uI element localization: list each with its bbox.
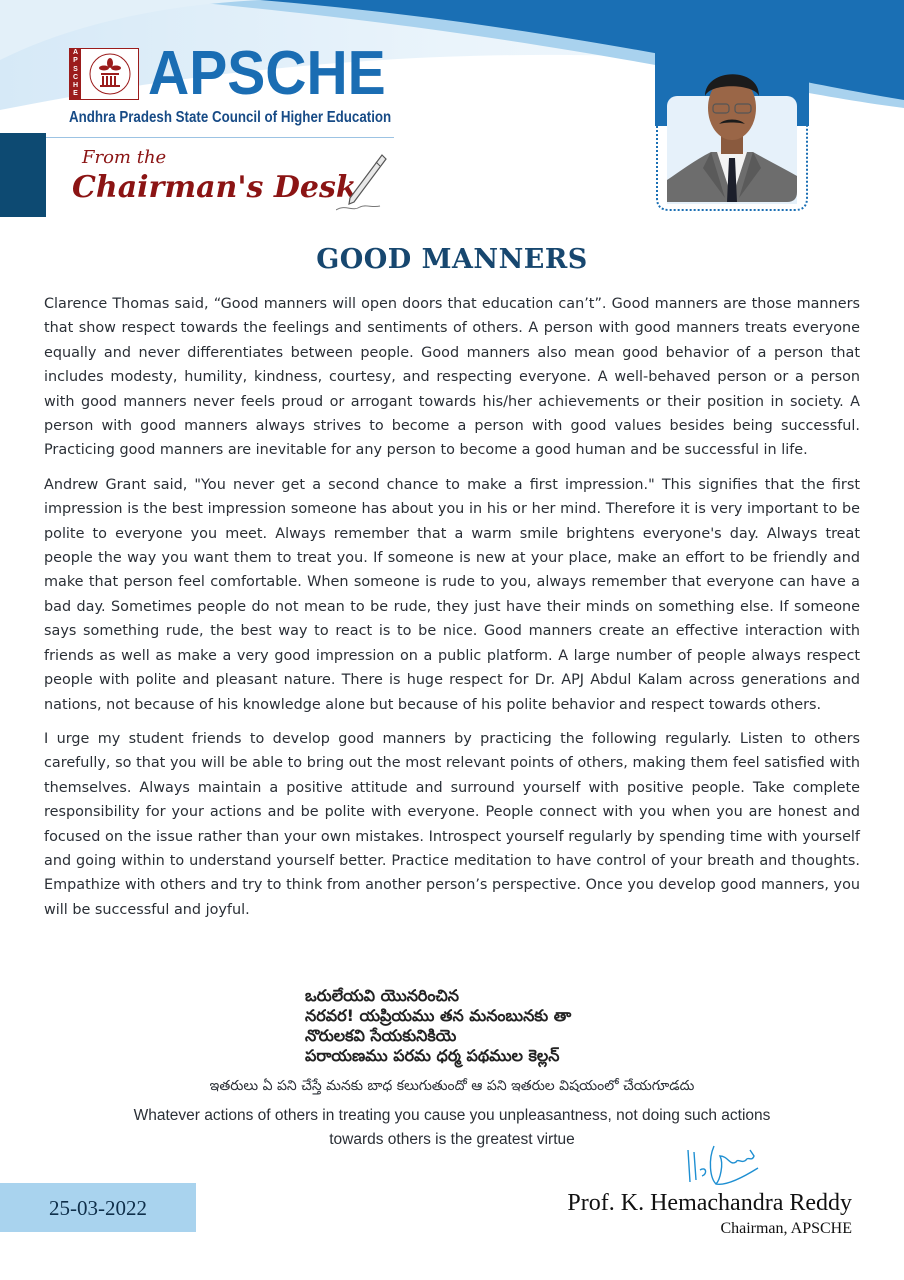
logo-letter: C <box>72 73 79 81</box>
logo-letter: A <box>72 49 79 56</box>
logo-letter-strip <box>70 49 81 99</box>
date: 25-03-2022 <box>49 1196 147 1220</box>
poem-line: నరవర! యప్రియము తన మనంబునకు తా <box>305 1006 572 1025</box>
pen-icon <box>336 152 390 214</box>
meaning-line: towards others is the greatest virtue <box>329 1131 575 1148</box>
poem-line: పరాయణము పరమ ధర్మ పథముల కెల్లన్ <box>305 1046 560 1065</box>
signatory-role: Chairman, APSCHE <box>720 1220 852 1237</box>
brand-name: APSCHE <box>148 39 386 108</box>
paragraph: I urge my student friends to develop good manners by practicing the following regularly. Listen to others carefully, so that you will be able to bring out the most relevant points of others, making them feel satisfied with themselves. Always maintain a positive attitude and surround yourself with positive people. Take complete responsibility for your actions and be polite with everyone. People connect with you when you are honest and focused on the issue rather than your own mistakes. Introspect yourself regularly by spending time with yourself and going within to understand yourself better. Practice meditation to have control of your breath and thoughts. Empathize with others and try to think from another person’s perspective. Once you develop good manners, you will be successful and joyful. <box>44 730 860 918</box>
poem-line: ఒరులేయవి యొనరించిన <box>305 986 460 1005</box>
left-accent-bar <box>0 133 46 217</box>
logo-letter: H <box>72 82 79 90</box>
article-body <box>44 292 860 932</box>
paragraph: Clarence Thomas said, “Good manners will open doors that education can’t”. Good manners are those manners that show respect towards the feelings and sentiments of others. A person with good manners treats everyone equally and never differentiates between people. Good manners also mean good behavior of a person that includes modesty, humility, kindness, courtesy, and respecting everyone. A well-behaved person or a person with good manners never feels proud or arrogant towards his/her achievements or their position in society. A person with good manners always strives to become a person with good values besides being successful. Practicing good manners are inevitable for any person to become a good human and be successful in life. <box>44 296 860 459</box>
logo-letter: S <box>73 65 78 73</box>
organization-subtitle: Andhra Pradesh State Council of Higher Education <box>69 109 392 126</box>
desk-heading-line1: From the <box>82 147 167 168</box>
poem-meaning-telugu: ఇతరులు ఏ పని చేస్తే మనకు బాధ కలుగుతుందో ఆ పని ఇతరుల విషయంలో చేయగూడదు <box>209 1078 695 1094</box>
paragraph: Andrew Grant said, "You never get a second chance to make a first impression." This signifies that the first impression is the best impression someone has about you in his or her mind. Therefore it is very important to be polite to everyone you meet. Always remember that a warm smile brightens everyone's day. Always treat people the way you want them to treat you. If someone is new at your place, make an effort to be friendly and make that person feel comfortable. When someone is rude to you, always remember that everyone can have a bad day. Sometimes people do not mean to be rude, they just have their minds on something else. If someone says something rude, the best way to react is to be nice. Good manners create an effective interaction with friends as well as make a very good impression on a public platform. A large number of people always respect people with polite and pleasant nature. There is huge respect for Dr. APJ Abdul Kalam across generations and nations, not because of his knowledge alone but because of his polite behavior and respect towards others. <box>44 476 860 713</box>
telugu-poem <box>305 986 571 1066</box>
signatory-name: Prof. K. Hemachandra Reddy <box>567 1190 852 1216</box>
desk-heading-line2: Chairman's Desk <box>72 170 357 205</box>
header-divider <box>46 137 394 138</box>
logo-letter: P <box>73 57 78 65</box>
apsche-logo <box>69 48 139 100</box>
article-title: GOOD MANNERS <box>316 244 588 275</box>
poem-line: నొరులకవి సేయకునికియె <box>305 1026 457 1045</box>
date-box <box>0 1183 196 1232</box>
chairman-photo <box>655 48 809 212</box>
logo-letter: E <box>73 90 78 98</box>
emblem-icon <box>84 51 136 97</box>
meaning-line: Whatever actions of others in treating you cause you unpleasantness, not doing such actions <box>133 1107 771 1124</box>
